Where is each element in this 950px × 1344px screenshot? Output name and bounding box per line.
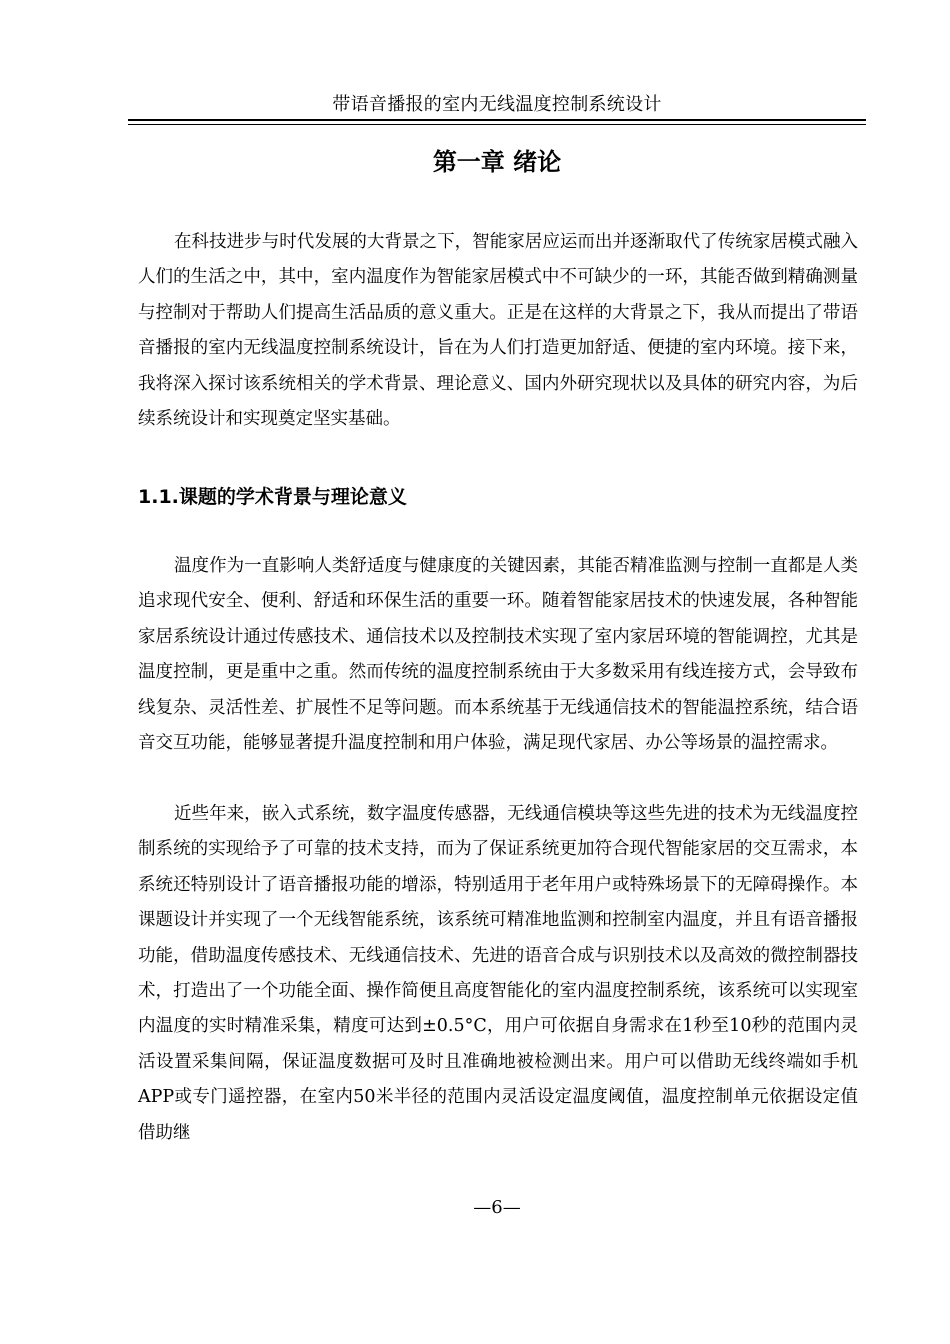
section-heading: 1.1.课题的学术背景与理论意义 (138, 486, 407, 508)
chapter-title: 第一章 绪论 (432, 148, 562, 176)
header-rule-thick (128, 119, 866, 121)
page-number: —6— (473, 1197, 521, 1218)
intro-paragraph: 在科技进步与时代发展的大背景之下，智能家居应运而出并逐渐取代了传统家居模式融入人们的生活之中，其中，室内温度作为智能家居模式中不可缺少的一环，其能否做到精确测量与控制对于帮助人们提高生活品质的意义重大。正是在这样的大背景之下，我从而提出了带语音播报的室内无线温度控制系统设计，旨在为人们打造更加舒适、便捷的室内环境。接下来，我将深入探讨该系统相关的学术背景、理论意义、国内外研究现状以及具体的研究内容，为后续系统设计和实现奠定坚实基础。 (138, 232, 858, 430)
running-header-title: 带语音播报的室内无线温度控制系统设计 (332, 94, 662, 115)
header-rule-thin (128, 124, 866, 125)
section-paragraph-1: 温度作为一直影响人类舒适度与健康度的关键因素，其能否精准监测与控制一直都是人类追求现代安全、便利、舒适和环保生活的重要一环。随着智能家居技术的快速发展，各种智能家居系统设计通过传感技术、通信技术以及控制技术实现了室内家居环境的智能调控，尤其是温度控制，更是重中之重。然而传统的温度控制系统由于大多数采用有线连接方式，会导致布线复杂、灵活性差、扩展性不足等问题。而本系统基于无线通信技术的智能温控系统，结合语音交互功能，能够显著提升温度控制和用户体验，满足现代家居、办公等场景的温控需求。 (138, 556, 858, 754)
section-paragraph-2: 近些年来，嵌入式系统，数字温度传感器，无线通信模块等这些先进的技术为无线温度控制系统的实现给予了可靠的技术支持，而为了保证系统更加符合现代智能家居的交互需求，本系统还特别设计了语音播报功能的增添，特别适用于老年用户或特殊场景下的无障碍操作。本课题设计并实现了一个无线智能系统，该系统可精准地监测和控制室内温度，并且有语音播报功能，借助温度传感技术、无线通信技术、先进的语音合成与识别技术以及高效的微控制器技术，打造出了一个功能全面、操作简便且高度智能化的室内温度控制系统，该系统可以实现室内温度的实时精准采集，精度可达到±0.5°C，用户可依据自身需求在1秒至10秒的范围内灵活设置采集间隔，保证温度数据可及时且准确地被检测出来。用户可以借助无线终端如手机APP或专门遥控器，在室内50米半径的范围内灵活设定温度阈值，温度控制单元依据设定值借助继 (138, 804, 858, 1143)
